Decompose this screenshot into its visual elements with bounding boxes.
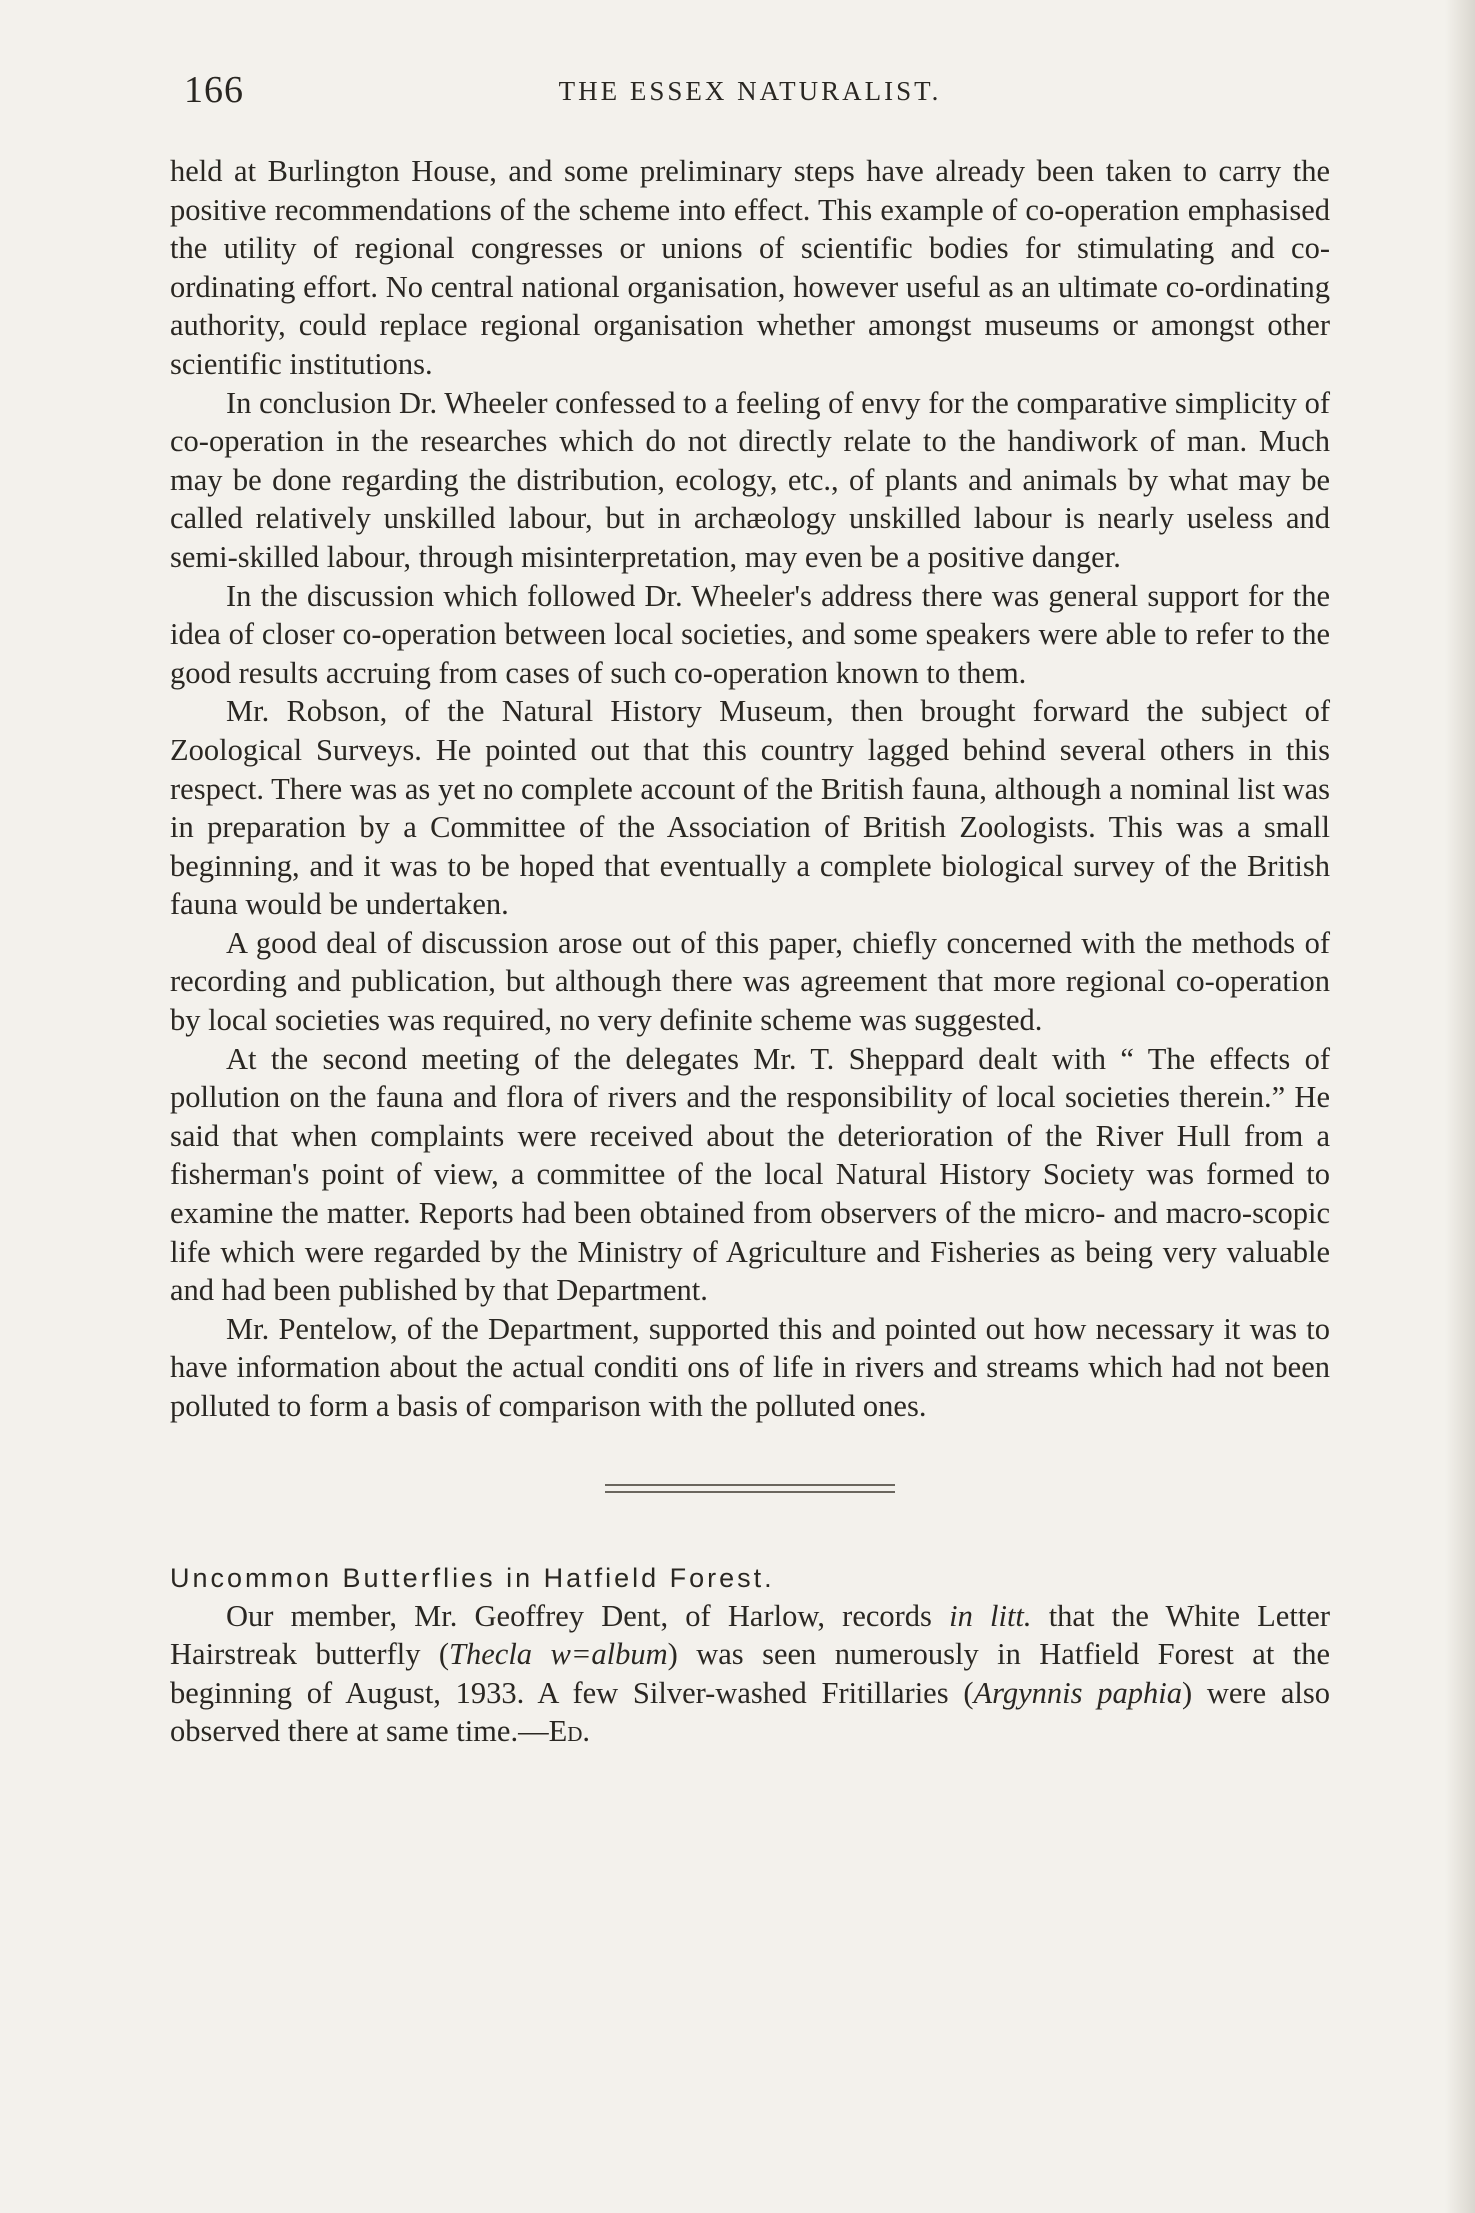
- page-edge-shadow: [1445, 0, 1475, 2213]
- note-species-name: Argynnis paphia: [973, 1675, 1182, 1710]
- paragraph: held at Burlington House, and some preliminary steps have already been taken to carry the positive recommendations of the scheme into effect. This example of co-operation emphasised the utility of regional congresses or unions of scientific bodies for stimulating and co-ordinating effort. No central national organisation, however useful as an ultimate co-ordinating authority, could replace regional organisation whether amongst museums or amongst other scientific institutions.: [170, 154, 1330, 381]
- note-body: [170, 1597, 1330, 1751]
- paragraph: At the second meeting of the delegates Mr. T. Sheppard dealt with “ The effects of pollution on the fauna and flora of rivers and the responsibility of local societies therein.” He said that when complaints were received about the deterioration of the River Hull from a fisherman's point of view, a committee of the local Natural History Society was formed to examine the matter. Reports had been obtained from observers of the micro- and macro-scopic life which were regarded by the Ministry of Agriculture and Fisheries as being very valuable and had been published by that Department.: [170, 1041, 1330, 1308]
- note-text: ) were also observed there at same time.—: [170, 1675, 1330, 1749]
- page-number: 166: [184, 69, 244, 111]
- editor-signature: Ed.: [548, 1714, 590, 1749]
- note-species-name: Thecla w=album: [449, 1637, 668, 1672]
- note-text: that the White Letter Hairstreak butterfly (: [170, 1598, 1330, 1672]
- paragraph: Mr. Robson, of the Natural History Museum, then brought forward the subject of Zoological Surveys. He pointed out that this country lagged behind several others in this respect. There was as yet no complete account of the British fauna, although a nominal list was in preparation by a Committee of the Association of British Zoologists. This was a small beginning, and it was to be hoped that eventually a complete biological survey of the British fauna would be undertaken.: [170, 694, 1330, 922]
- section-divider: [605, 1484, 895, 1493]
- page-header: [170, 62, 1330, 122]
- note-text: ) was seen numerously in Hatfield Forest at the beginning of August, 1933. A few Silver-washed Fritillaries (: [170, 1637, 1330, 1710]
- running-title: THE ESSEX NATURALIST.: [558, 76, 942, 106]
- paragraph: In conclusion Dr. Wheeler confessed to a feeling of envy for the comparative simplicity of co-operation in the researches which do not directly relate to the handiwork of man. Much may be done regarding the distribution, ecology, etc., of plants and animals by what may be called relatively unskilled labour, but in archæology unskilled labour is nearly useless and semi-skilled labour, through misinterpretation, may even be a positive danger.: [170, 385, 1330, 574]
- note-italic: in litt.: [949, 1598, 1032, 1633]
- note-heading: Uncommon Butterflies in Hatfield Forest.: [170, 1562, 775, 1593]
- paragraph: A good deal of discussion arose out of this paper, chiefly concerned with the methods of recording and publication, but although there was agreement that more regional co-operation by local societies was required, no very definite scheme was suggested.: [170, 925, 1330, 1038]
- note-text: Our member, Mr. Geoffrey Dent, of Harlow, records: [226, 1598, 950, 1633]
- article-body: [170, 152, 1330, 1426]
- paragraph: In the discussion which followed Dr. Wheeler's address there was general support for the idea of closer co-operation between local societies, and some speakers were able to refer to the good results accruing from cases of such co-operation known to them.: [170, 578, 1330, 690]
- note-paragraph: [170, 1597, 1330, 1751]
- document-page: [170, 62, 1330, 1751]
- paragraph: Mr. Pentelow, of the Department, supported this and pointed out how necessary it was to have information about the actual conditi ons of life in rivers and streams which had not been polluted to form a basis of comparison with the polluted ones.: [170, 1311, 1330, 1423]
